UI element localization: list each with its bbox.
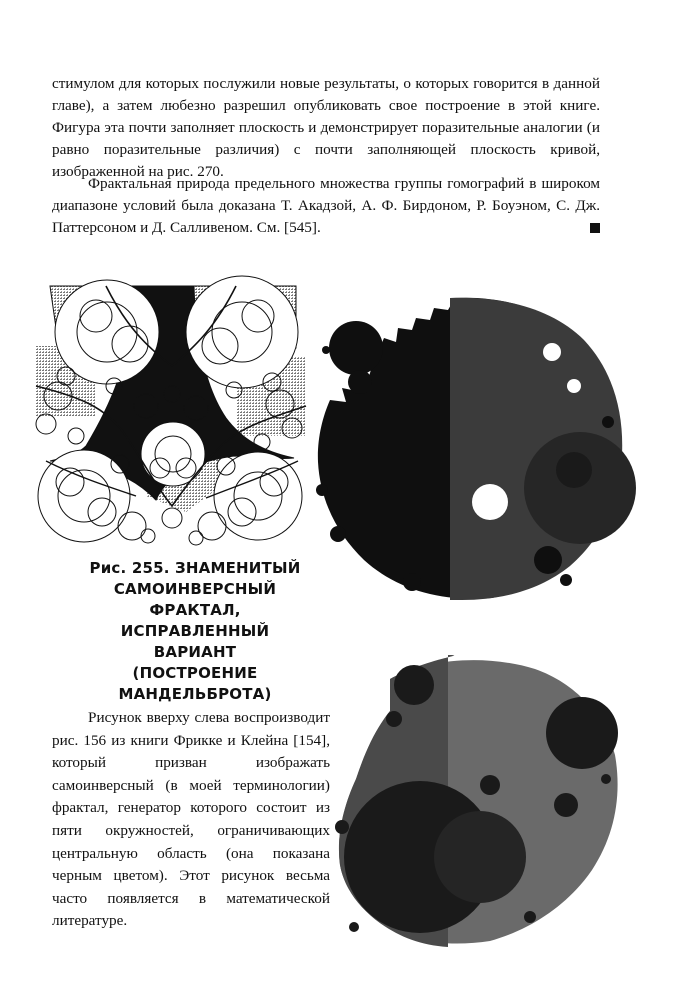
mandelbrot-inverse-limit-set-figure: [312, 290, 627, 602]
figure-description: Рисунок вверху слева воспроизводит рис. 156 из книги Фрикке и Клейна [154], который призван изображать самоинверсный (в моей терминологии) фрактал, генератор которого состоит из пяти окружностей, ограничивающих центральную область (она показана черным цветом). Этот рисунок весьма часто появляется в математической литературе.: [52, 709, 330, 930]
circle-packing-fractal-figure: [330, 655, 630, 947]
caption-line: Рис. 255. ЗНАМЕНИТЫЙ: [89, 559, 301, 577]
intro-paragraph: стимулом для которых послужили новые результаты, о которых говорится в данной главе), а затем любезно разрешил опубликовать свое построение в этой книге. Фигура эта почти заполняет плоскость и демонстрирует поразительные аналогии (и равно поразительные различия) с почти заполняющей плоскость кривой, изображенной на рис. 270.: [52, 75, 600, 180]
end-of-proof-mark: [590, 223, 600, 233]
caption-line: САМОИНВЕРСНЫЙ: [113, 580, 277, 598]
fricke-klein-fractal-figure: [36, 286, 306, 554]
proof-paragraph: Фрактальная природа предельного множества группы гомографий в широком диапазоне условий была доказана Т. Акадзой, А. Ф. Бирдоном, Р. Боуэном, С. Дж. Паттерсоном и Д. Салливеном. См. [545].: [52, 175, 600, 236]
figure-caption: [60, 558, 330, 705]
caption-line: ФРАКТАЛ,: [149, 601, 241, 619]
caption-line: МАНДЕЛЬБРОТА): [118, 685, 272, 703]
caption-line: (ПОСТРОЕНИЕ: [132, 664, 258, 682]
caption-line: ВАРИАНТ: [153, 643, 237, 661]
caption-line: ИСПРАВЛЕННЫЙ: [120, 622, 270, 640]
